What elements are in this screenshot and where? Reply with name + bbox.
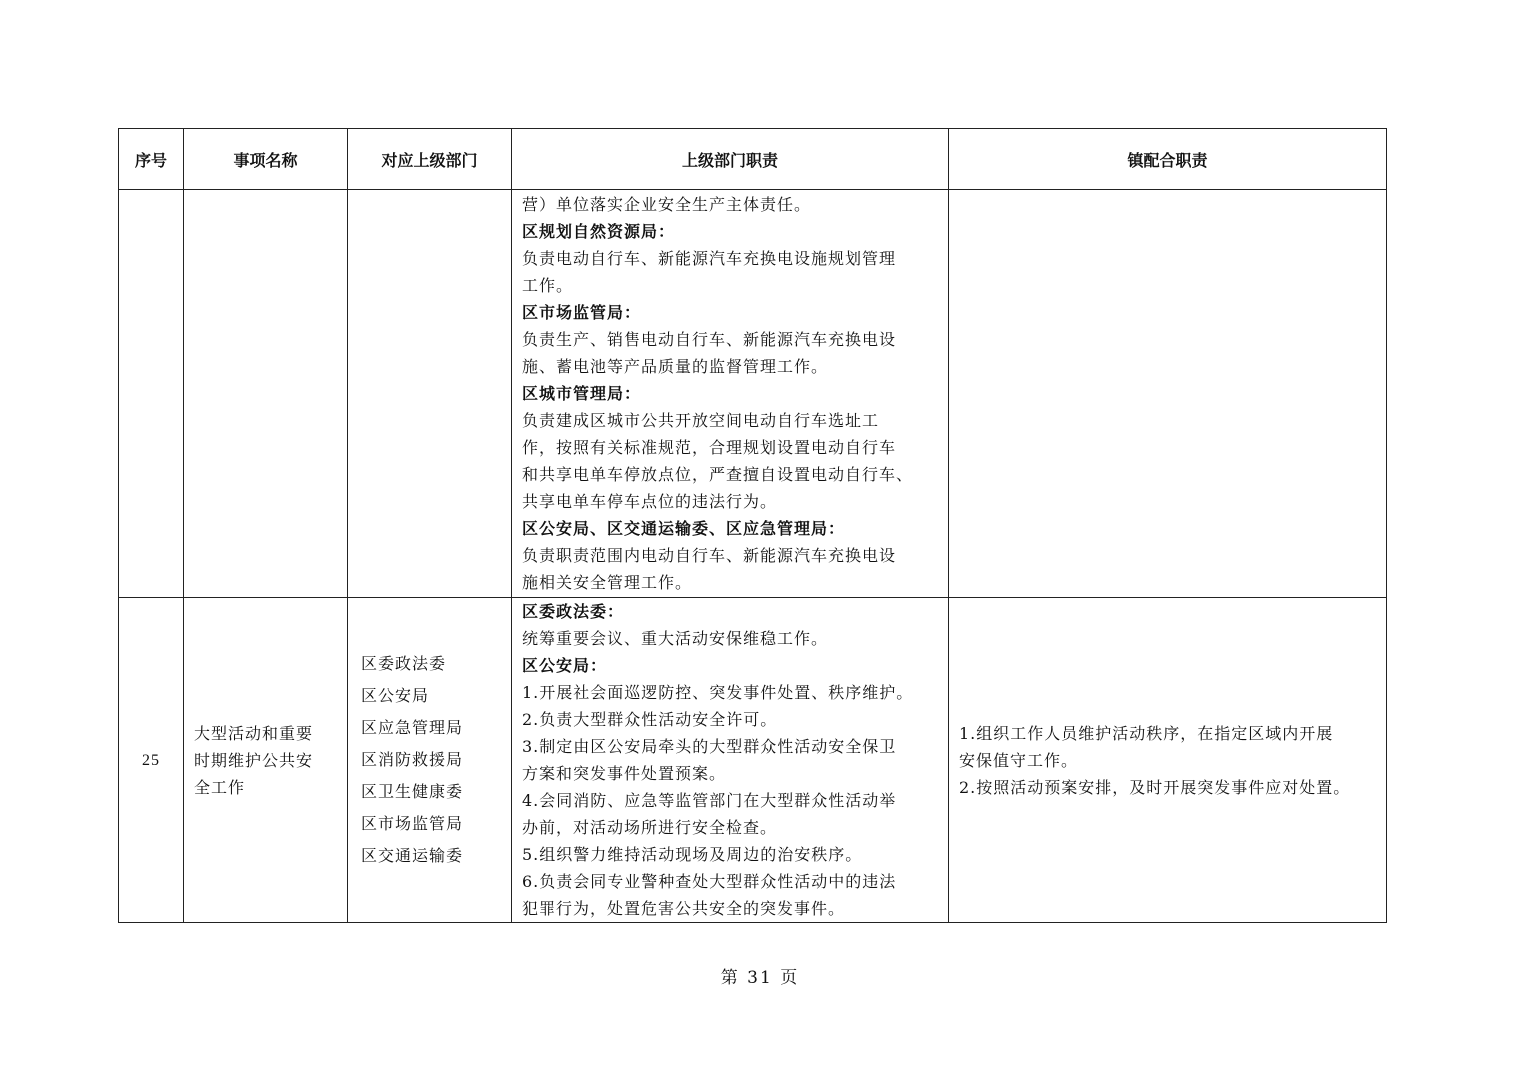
header-town: 镇配合职责 [949, 129, 1387, 190]
duty-dept-head: 区公安局： [522, 656, 608, 675]
dept-item: 区应急管理局 [361, 718, 464, 737]
duty-line: 统筹重要会议、重大活动安保维稳工作。 [522, 629, 829, 648]
dept-item: 区市场监管局 [361, 814, 464, 833]
duty-line: 3.制定由区公安局牵头的大型群众性活动安全保卫 [522, 737, 897, 756]
cell-town [949, 598, 1387, 923]
item-name-line: 时期维护公共安 [194, 750, 314, 770]
duty-line: 负责职责范围内电动自行车、新能源汽车充换电设 [522, 546, 897, 565]
cell-seq [119, 190, 184, 598]
duty-line: 营）单位落实企业安全生产主体责任。 [522, 195, 812, 214]
header-duty: 上级部门职责 [512, 129, 949, 190]
town-duty-line: 安保值守工作。 [959, 750, 1079, 770]
duty-line: 共享电单车停车点位的违法行为。 [522, 492, 778, 511]
cell-dept [348, 598, 512, 923]
duty-dept-head: 区市场监管局： [522, 303, 642, 322]
duty-line: 6.负责会同专业警种查处大型群众性活动中的违法 [522, 872, 897, 891]
duty-line: 施相关安全管理工作。 [522, 573, 693, 592]
cell-town [949, 190, 1387, 598]
table-row [119, 190, 1387, 598]
item-name-line: 大型活动和重要 [194, 723, 314, 743]
responsibility-table [118, 128, 1387, 923]
duty-line: 5.组织警力维持活动现场及周边的治安秩序。 [522, 845, 863, 864]
dept-item: 区公安局 [361, 686, 430, 705]
cell-item [184, 190, 348, 598]
item-name-line: 全工作 [194, 777, 246, 797]
duty-line: 作，按照有关标准规范，合理规划设置电动自行车 [522, 438, 897, 457]
duty-dept-head: 区委政法委： [522, 602, 625, 621]
town-duty-line: 1.组织工作人员维护活动秩序，在指定区域内开展 [959, 723, 1334, 743]
duty-line: 负责建成区城市公共开放空间电动自行车选址工 [522, 411, 880, 430]
duty-line: 工作。 [522, 276, 574, 295]
duty-line: 1.开展社会面巡逻防控、突发事件处置、秩序维护。 [522, 683, 914, 702]
cell-item [184, 598, 348, 923]
duty-dept-head: 区规划自然资源局： [522, 222, 676, 241]
page-number: 第 31 页 [720, 968, 800, 988]
duty-line: 和共享电单车停放点位，严查擅自设置电动自行车、 [522, 465, 914, 484]
dept-list [358, 648, 501, 872]
duty-line: 2.负责大型群众性活动安全许可。 [522, 710, 778, 729]
duty-line: 方案和突发事件处置预案。 [522, 764, 727, 783]
cell-duty [512, 190, 949, 598]
dept-item: 区委政法委 [361, 654, 447, 673]
duty-dept-head: 区公安局、区交通运输委、区应急管理局： [522, 519, 846, 538]
header-dept: 对应上级部门 [348, 129, 512, 190]
table-header-row [119, 129, 1387, 190]
cell-seq: 25 [119, 598, 184, 923]
town-duty-line: 2.按照活动预案安排，及时开展突发事件应对处置。 [959, 777, 1351, 797]
duty-line: 施、蓄电池等产品质量的监督管理工作。 [522, 357, 829, 376]
cell-dept [348, 190, 512, 598]
table-row [119, 598, 1387, 923]
duty-line: 4.会同消防、应急等监管部门在大型群众性活动举 [522, 791, 897, 810]
dept-item: 区消防救援局 [361, 750, 464, 769]
dept-item: 区交通运输委 [361, 846, 464, 865]
cell-duty [512, 598, 949, 923]
duty-line: 负责电动自行车、新能源汽车充换电设施规划管理 [522, 249, 897, 268]
header-seq: 序号 [119, 129, 184, 190]
duty-line: 负责生产、销售电动自行车、新能源汽车充换电设 [522, 330, 897, 349]
duty-dept-head: 区城市管理局： [522, 384, 642, 403]
duty-line: 办前，对活动场所进行安全检查。 [522, 818, 778, 837]
dept-item: 区卫生健康委 [361, 782, 464, 801]
duty-line: 犯罪行为，处置危害公共安全的突发事件。 [522, 899, 846, 918]
header-item: 事项名称 [184, 129, 348, 190]
